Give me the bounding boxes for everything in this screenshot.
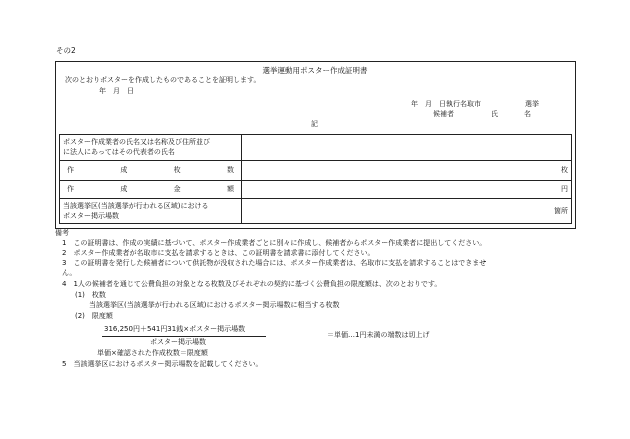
candidate-name-label-1: 氏 — [491, 110, 498, 118]
formula-limit: 単価×確認された作成枚数＝限度額 — [97, 349, 208, 357]
boards-label — [60, 199, 242, 224]
certification-statement: 次のとおりポスターを作成したものであることを証明します。 — [65, 76, 261, 84]
vendor-label — [60, 135, 242, 161]
note-item-1: 1 この証明書は、作成の実績に基づいて、ポスター作成業者ごとに別々に作成し、候補者からポスター作成業者に提出してください。 — [62, 239, 487, 247]
formula-numerator: 316,250円＋541円31銭×ポスター掲示場数 — [104, 325, 246, 333]
amount-label-char: 作 — [67, 185, 74, 193]
formula-denominator: ポスター掲示場数 — [150, 338, 206, 346]
note-item-3: 3 この証明書を発行した候補者について供託物が没収された場合には、ポスター作成業者は、名取市に支払を請求することはできませ — [62, 259, 487, 267]
quantity-label-char: 枚 — [173, 166, 181, 174]
ki-mark: 記 — [311, 120, 318, 128]
amount-unit: 円 — [561, 185, 568, 193]
note-sub-1: (1) 枚数 — [75, 291, 106, 299]
certificate-table — [59, 134, 572, 224]
note-sub-1-text: 当該選挙区(当該選挙が行われる区域)におけるポスター掲示場数に相当する枚数 — [89, 301, 340, 309]
table-row-quantity — [60, 161, 572, 181]
boards-value[interactable] — [242, 199, 572, 224]
boards-label-line-2: ポスター掲示場数 — [63, 211, 119, 220]
note-item-2: 2 ポスター作成業者が名取市に支払を請求するときは、この証明書を請求書に添付してください。 — [62, 249, 375, 257]
election-name-suffix: 選挙 — [525, 100, 539, 108]
fraction-bar — [102, 336, 266, 337]
candidate-name-label-2: 名 — [524, 110, 531, 118]
note-item-5: 5 当該選挙区におけるポスター掲示場数を記載してください。 — [62, 360, 263, 368]
quantity-value[interactable] — [242, 161, 572, 181]
vendor-label-line-1: ポスター作成業者の氏名又は名称及び住所並び — [63, 138, 210, 146]
vendor-label-line-2: に法人にあってはその代表者の氏名 — [63, 148, 175, 156]
quantity-unit: 枚 — [561, 166, 568, 174]
form-title: 選挙運動用ポスター作成証明書 — [262, 66, 368, 75]
table-row-boards — [60, 199, 572, 224]
amount-label — [60, 181, 242, 199]
boards-unit: 箇所 — [554, 206, 568, 215]
vendor-value[interactable] — [242, 135, 572, 161]
boards-label-line-1: 当該選挙区(当該選挙が行われる区域)における — [63, 201, 209, 210]
table-row-amount — [60, 181, 572, 199]
quantity-label — [60, 161, 242, 181]
quantity-label-char: 作 — [67, 166, 74, 174]
candidate-label: 候補者 — [433, 110, 454, 118]
election-date: 年 月 日執行名取市 — [411, 100, 481, 108]
amount-value[interactable] — [242, 181, 572, 199]
amount-label-char: 額 — [226, 185, 234, 193]
notes-heading: 備考 — [55, 229, 69, 237]
amount-label-char: 成 — [120, 185, 128, 193]
form-number: その2 — [56, 46, 76, 55]
certification-date: 年 月 日 — [99, 87, 134, 95]
formula-rounding: ＝単価…1円未満の端数は切上げ — [327, 331, 430, 339]
quantity-label-char: 成 — [120, 166, 128, 174]
note-item-3-cont: ん。 — [62, 269, 77, 277]
table-row-vendor — [60, 135, 572, 161]
amount-label-char: 金 — [173, 185, 181, 193]
note-item-4: 4 1人の候補者を通じて公費負担の対象となる枚数及びそれぞれの契約に基づく公費負担の限度額は、次のとおりです。 — [62, 280, 442, 288]
quantity-label-char: 数 — [226, 166, 234, 174]
note-sub-2: (2) 限度額 — [75, 312, 113, 320]
